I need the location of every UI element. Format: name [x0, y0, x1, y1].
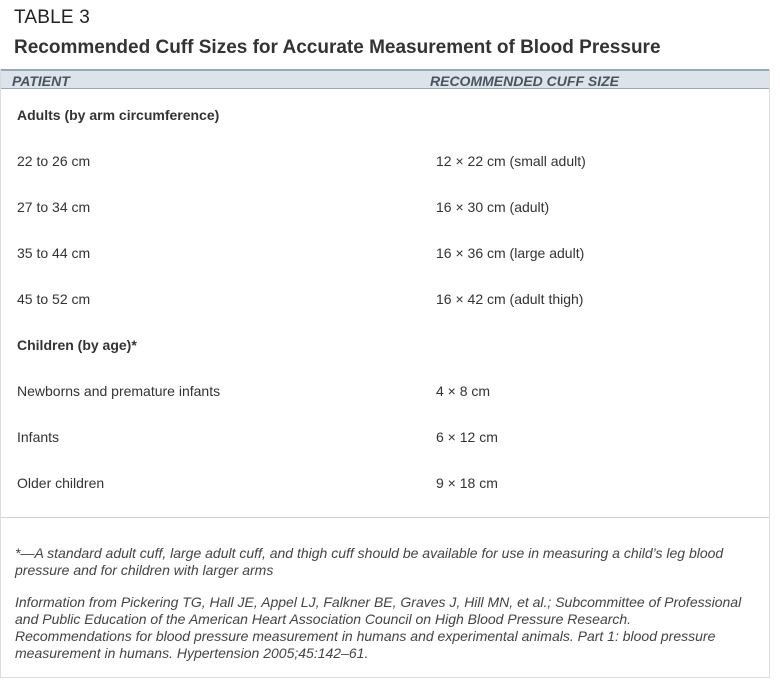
table-title: Recommended Cuff Sizes for Accurate Measurement of Blood Pressure: [14, 37, 661, 58]
section-heading-label: Children (by age)*: [17, 337, 137, 353]
table-source: Information from Pickering TG, Hall JE, Appel LJ, Falkner BE, Graves J, Hill MN, et al.; Subcommittee of Professional and Public Education of the American Heart Association Council on High Blood Pressure Research. Recommendations for blood pressure measurement in humans and experimental animals. Part 1: blood pressure measurement in humans. Hypertension 2005;45:142–61.: [15, 594, 742, 661]
table-row: [1, 429, 769, 449]
table-header-row: [1, 69, 769, 89]
cuff-size-cell: 4 × 8 cm: [436, 383, 491, 399]
header-patient: PATIENT: [12, 73, 70, 89]
section-heading-label: Adults (by arm circumference): [17, 107, 220, 123]
table-frame: [0, 69, 770, 678]
footer-divider: [1, 517, 769, 518]
table-footnote: *—A standard adult cuff, large adult cuff, and thigh cuff should be available for use in measuring a child’s leg blood pressure and for children with larger arms: [15, 545, 724, 578]
table-row: [1, 383, 769, 403]
cuff-size-cell: 12 × 22 cm (small adult): [436, 153, 586, 169]
patient-cell: Infants: [17, 429, 60, 445]
cuff-size-cell: 16 × 36 cm (large adult): [436, 245, 585, 261]
section-heading-adults: [1, 107, 769, 127]
patient-cell: 35 to 44 cm: [17, 245, 91, 261]
cuff-size-cell: 6 × 12 cm: [436, 429, 498, 445]
patient-cell: 27 to 34 cm: [17, 199, 91, 215]
cuff-size-cell: 9 × 18 cm: [436, 475, 498, 491]
header-cuff-size: RECOMMENDED CUFF SIZE: [430, 73, 619, 89]
table-row: [1, 291, 769, 311]
cuff-size-cell: 16 × 30 cm (adult): [436, 199, 550, 215]
table-row: [1, 199, 769, 219]
patient-cell: 45 to 52 cm: [17, 291, 91, 307]
patient-cell: Older children: [17, 475, 105, 491]
table-row: [1, 153, 769, 173]
section-heading-children: [1, 337, 769, 357]
table-row: [1, 475, 769, 495]
patient-cell: Newborns and premature infants: [17, 383, 221, 399]
patient-cell: 22 to 26 cm: [17, 153, 91, 169]
table-label: TABLE 3: [14, 7, 91, 28]
cuff-size-cell: 16 × 42 cm (adult thigh): [436, 291, 584, 307]
table-row: [1, 245, 769, 265]
